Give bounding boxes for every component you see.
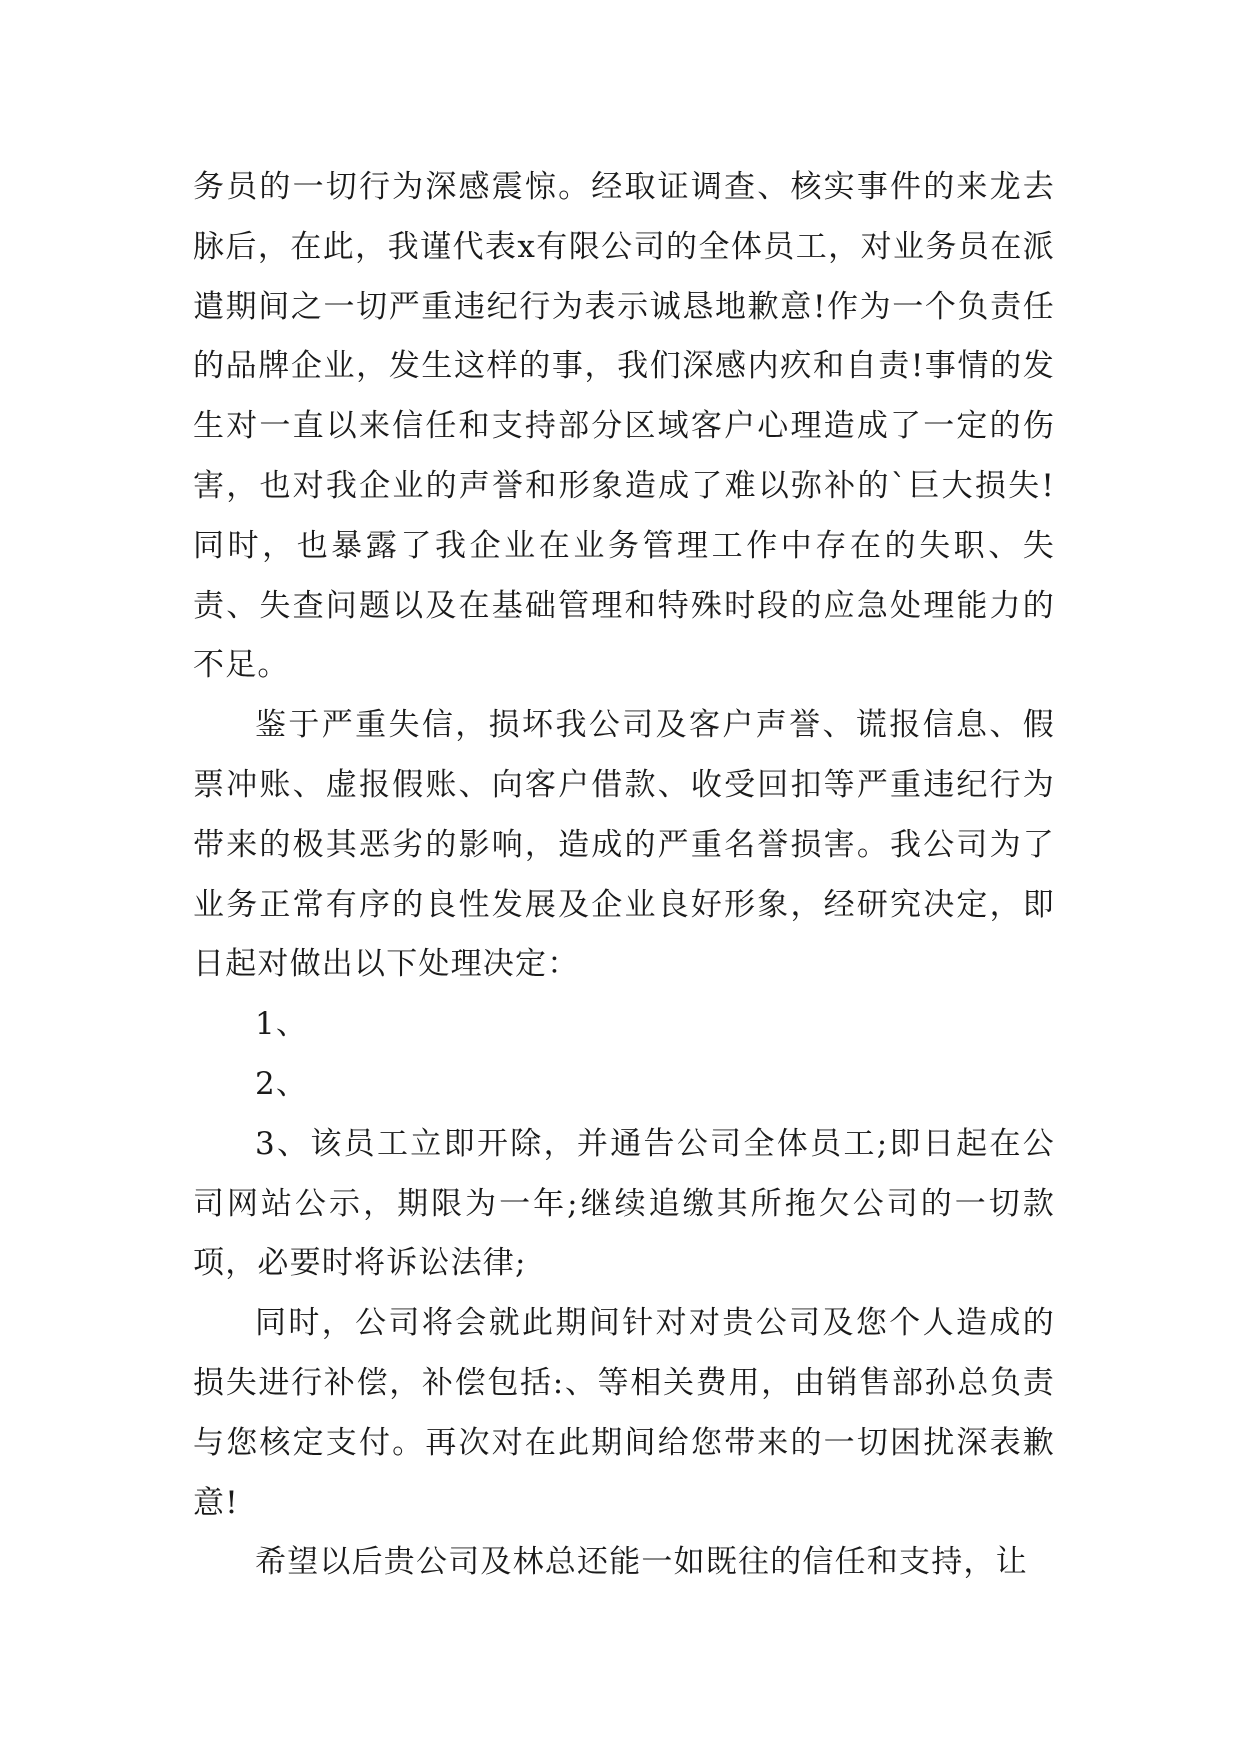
document-body bbox=[193, 158, 1055, 1593]
paragraph-closing: 希望以后贵公司及林总还能一如既往的信任和支持，让 bbox=[255, 1544, 1028, 1581]
list-item-1: 1、 bbox=[255, 1006, 309, 1043]
list-item-3: 3、该员工立即开除，并通告公司全体员工;即日起在公司网站公示，期限为一年;继续追缴其所拖欠公司的一切款项，必要时将诉讼法律; bbox=[193, 1125, 1055, 1282]
paragraph-compensation: 同时，公司将会就此期间针对对贵公司及您个人造成的损失进行补偿，补偿包括:、等相关费用，由销售部孙总负责与您核定支付。再次对在此期间给您带来的一切困扰深表歉意! bbox=[193, 1305, 1055, 1521]
paragraph-decision: 鉴于严重失信，损坏我公司及客户声誉、谎报信息、假票冲账、虚报假账、向客户借款、收受回扣等严重违纪行为带来的极其恶劣的影响，造成的严重名誉损害。我公司为了业务正常有序的良性发展及企业良好形象，经研究决定，即日起对做出以下处理决定： bbox=[193, 707, 1055, 983]
list-item-2: 2、 bbox=[255, 1065, 309, 1102]
paragraph-apology-intro: 务员的一切行为深感震惊。经取证调查、核实事件的来龙去脉后，在此，我谨代表x有限公司的全体员工，对业务员在派遣期间之一切严重违纪行为表示诚恳地歉意!作为一个负责任的品牌企业，发生这样的事，我们深感内疚和自责!事情的发生对一直以来信任和支持部分区域客户心理造成了一定的伤害，也对我企业的声誉和形象造成了难以弥补的`巨大损失!同时，也暴露了我企业在业务管理工作中存在的失职、失责、失查问题以及在基础管理和特殊时段的应急处理能力的不足。 bbox=[193, 169, 1055, 684]
